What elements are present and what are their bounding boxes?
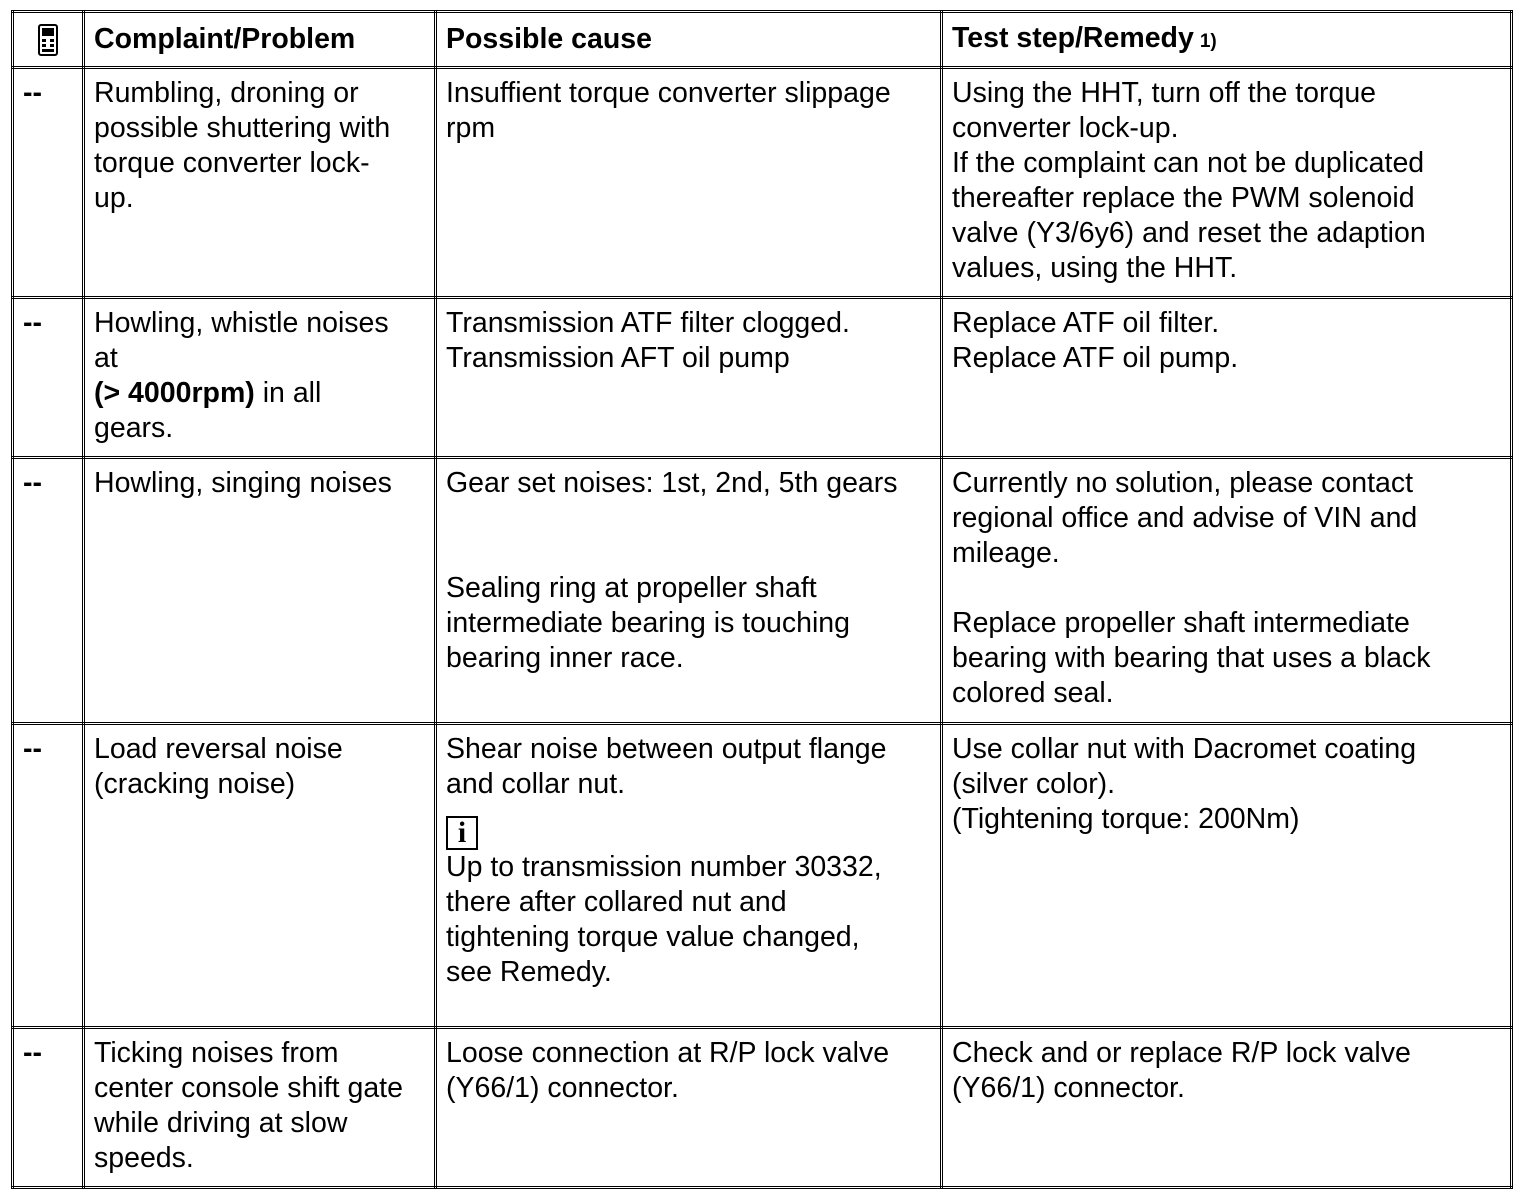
row-id: -- xyxy=(13,458,84,724)
text-line: Gear set noises: 1st, 2nd, 5th gears xyxy=(446,467,898,499)
text-line: speeds. xyxy=(94,1142,194,1174)
text-line: Shear noise between output flange xyxy=(446,733,887,765)
cause-cell xyxy=(436,68,942,298)
text-line: Howling, whistle noises xyxy=(94,307,389,339)
remedy-cell xyxy=(942,458,1512,724)
text-line: values, using the HHT. xyxy=(952,252,1238,284)
text-line: there after collared nut and xyxy=(446,886,787,918)
cause-cell xyxy=(436,458,942,724)
text-line: Check and or replace R/P lock valve xyxy=(952,1037,1411,1069)
text-line xyxy=(94,376,426,411)
remedy-cell xyxy=(942,1028,1512,1188)
text-line: rpm xyxy=(446,112,496,144)
text-fragment: in all xyxy=(254,377,322,409)
header-remedy-label: Test step/Remedy xyxy=(952,21,1194,54)
text-line: Load reversal noise xyxy=(94,733,343,765)
text-line: Sealing ring at propeller shaft xyxy=(446,572,817,604)
text-line: Up to transmission number 30332, xyxy=(446,851,882,883)
text-line: intermediate bearing is touching xyxy=(446,607,850,639)
remedy-cell xyxy=(942,724,1512,1028)
header-remedy xyxy=(942,12,1512,68)
text-line: (Y66/1) connector. xyxy=(952,1072,1185,1104)
text-line: Ticking noises from xyxy=(94,1037,339,1069)
diagnosis-table xyxy=(11,10,1513,1189)
text-line: thereafter replace the PWM solenoid xyxy=(952,182,1415,214)
cause-cell xyxy=(436,298,942,458)
text-line: Rumbling, droning or xyxy=(94,77,359,109)
cause-cell xyxy=(436,724,942,1028)
text-line: Transmission ATF filter clogged. xyxy=(446,307,850,339)
row-id: -- xyxy=(13,68,84,298)
text-line: (Y66/1) connector. xyxy=(446,1072,679,1104)
text-line: Transmission AFT oil pump xyxy=(446,342,790,374)
text-line: converter lock-up. xyxy=(952,112,1179,144)
cause-cell xyxy=(436,1028,942,1188)
remedy-cell xyxy=(942,68,1512,298)
complaint-cell xyxy=(84,724,436,1028)
header-cause: Possible cause xyxy=(436,12,942,68)
text-line: Currently no solution, please contact xyxy=(952,467,1414,499)
text-line: tightening torque value changed, xyxy=(446,921,860,953)
table-row xyxy=(13,1028,1512,1188)
table-row xyxy=(13,724,1512,1028)
rpm-threshold: (> 4000rpm) xyxy=(94,377,255,409)
info-line xyxy=(446,812,932,850)
text-line: Howling, singing noises xyxy=(94,467,392,499)
row-id: -- xyxy=(13,1028,84,1188)
text-line: (silver color). xyxy=(952,768,1116,800)
text-line: torque converter lock- xyxy=(94,147,370,179)
text-line: see Remedy. xyxy=(446,956,612,988)
text-line: valve (Y3/6y6) and reset the adaption xyxy=(952,217,1426,249)
text-line: at xyxy=(94,342,118,374)
text-line: Use collar nut with Dacromet coating xyxy=(952,733,1417,765)
text-line: gears. xyxy=(94,412,174,444)
text-line: (Tightening torque: 200Nm) xyxy=(952,803,1300,835)
remedy-cell xyxy=(942,298,1512,458)
info-icon: i xyxy=(446,816,478,850)
table-row xyxy=(13,68,1512,298)
header-icon-cell xyxy=(13,12,84,68)
text-line: bearing with bearing that uses a black xyxy=(952,642,1431,674)
spacer xyxy=(446,536,932,571)
table-row xyxy=(13,458,1512,724)
text-line: Loose connection at R/P lock valve xyxy=(446,1037,890,1069)
text-line: possible shuttering with xyxy=(94,112,391,144)
text-line: and collar nut. xyxy=(446,768,626,800)
text-line: Replace ATF oil pump. xyxy=(952,342,1239,374)
complaint-cell xyxy=(84,298,436,458)
text-line: center console shift gate xyxy=(94,1072,403,1104)
row-id: -- xyxy=(13,724,84,1028)
complaint-cell xyxy=(84,1028,436,1188)
text-line: Replace propeller shaft intermediate xyxy=(952,607,1410,639)
complaint-cell xyxy=(84,68,436,298)
text-line: Using the HHT, turn off the torque xyxy=(952,77,1377,109)
text-line: Replace ATF oil filter. xyxy=(952,307,1220,339)
spacer xyxy=(446,501,932,536)
text-line: If the complaint can not be duplicated xyxy=(952,147,1425,179)
text-line: bearing inner race. xyxy=(446,642,684,674)
text-line: up. xyxy=(94,182,134,214)
complaint-cell xyxy=(84,458,436,724)
header-complaint: Complaint/Problem xyxy=(84,12,436,68)
text-line: mileage. xyxy=(952,537,1060,569)
text-line: while driving at slow xyxy=(94,1107,348,1139)
text-line: Insuffient torque converter slippage xyxy=(446,77,891,109)
header-row xyxy=(13,12,1512,68)
spacer xyxy=(952,571,1502,606)
tester-icon xyxy=(37,24,59,56)
text-line: regional office and advise of VIN and xyxy=(952,502,1418,534)
header-remedy-footnote: 1) xyxy=(1199,30,1217,52)
table-row xyxy=(13,298,1512,458)
text-line: (cracking noise) xyxy=(94,768,296,800)
row-id: -- xyxy=(13,298,84,458)
text-line: colored seal. xyxy=(952,677,1114,709)
